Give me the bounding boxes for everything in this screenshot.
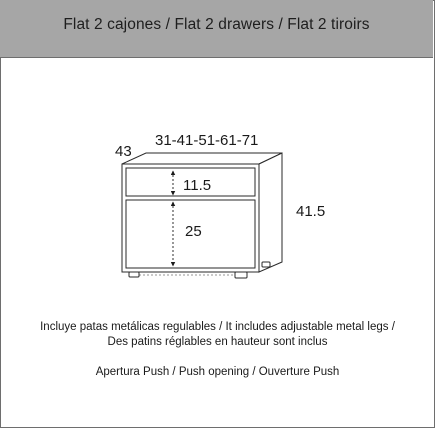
legs-note-line-2: Des patins réglables en hauteur sont inclus <box>107 336 328 348</box>
top-drawer-label: 11.5 <box>183 177 212 194</box>
leg-front-right <box>235 272 247 278</box>
cabinet-side <box>259 153 282 272</box>
cabinet-top <box>122 153 282 164</box>
leg-back-right <box>262 262 270 267</box>
page-title: Flat 2 cajones / Flat 2 drawers / Flat 2 tiroirs <box>63 15 370 33</box>
legs-note-line-1: Incluye patas metálicas regulables / It includes adjustable metal legs / <box>40 321 395 333</box>
width-label: 31-41-51-61-71 <box>155 132 259 149</box>
leg-front-left <box>129 272 139 277</box>
push-note <box>0 365 435 380</box>
push-note-line: Apertura Push / Push opening / Ouverture Push <box>95 366 340 378</box>
legs-note <box>0 320 435 350</box>
height-label: 41.5 <box>296 203 326 220</box>
depth-label: 43 <box>115 143 132 160</box>
bottom-drawer-label: 25 <box>185 223 202 240</box>
